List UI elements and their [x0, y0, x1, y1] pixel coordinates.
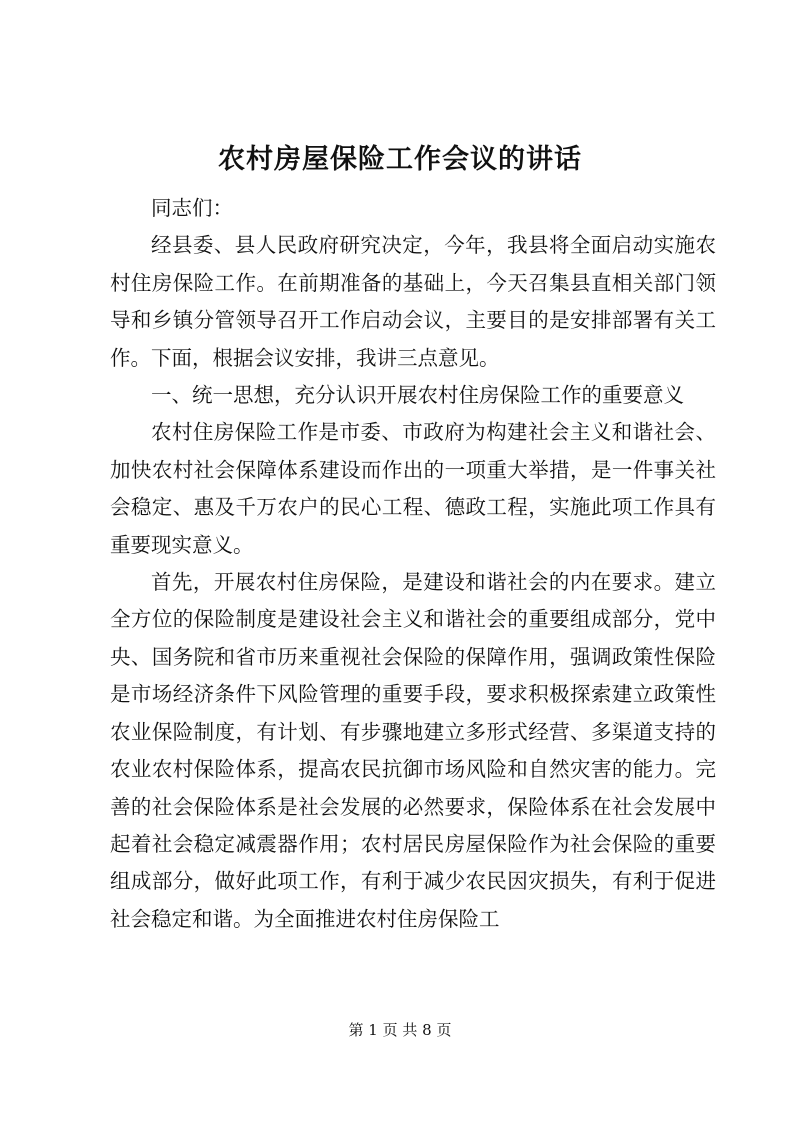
section-heading: 一、统一思想，充分认识开展农村住房保险工作的重要意义 [151, 383, 684, 408]
body-paragraph: 首先，开展农村住房保险，是建设和谐社会的内在要求。建立全方位的保险制度是建设社会主义和谐社会的重要组成部分，党中央、国务院和省市历来重视社会保险的保障作用，强调政策性保险是市场经济条件下风险管理的重要手段，要求积极探索建立政策性农业保险制度，有计划、有步骤地建立多形式经营、多渠道支持的农业农村保险体系，提高农民抗御市场风险和自然灾害的能力。完善的社会保险体系是社会发展的必然要求，保险体系在社会发展中起着社会稳定减震器作用；农村居民房屋保险作为社会保险的重要组成部分，做好此项工作，有利于减少农民因灾损失，有利于促进社会稳定和谐。为全面推进农村住房保险工 [110, 570, 716, 931]
body-paragraph: 农村住房保险工作是市委、市政府为构建社会主义和谐社会、加快农村社会保障体系建设而作出的一项重大举措，是一件事关社会稳定、惠及千万农户的民心工程、德政工程，实施此项工作具有重要现实意义。 [110, 420, 716, 557]
document-title: 农村房屋保险工作会议的讲话 [218, 144, 582, 175]
salutation-paragraph: 同志们： [151, 196, 233, 220]
body-paragraph: 经县委、县人民政府研究决定，今年，我县将全面启动实施农村住房保险工作。在前期准备的基础上，今天召集县直相关部门领导和乡镇分管领导召开工作启动会议，主要目的是安排部署有关工作。下面，根据会议安排，我讲三点意见。 [110, 233, 716, 370]
page-number-footer: 第 1 页 共 8 页 [348, 1021, 452, 1039]
document-body [110, 190, 716, 938]
